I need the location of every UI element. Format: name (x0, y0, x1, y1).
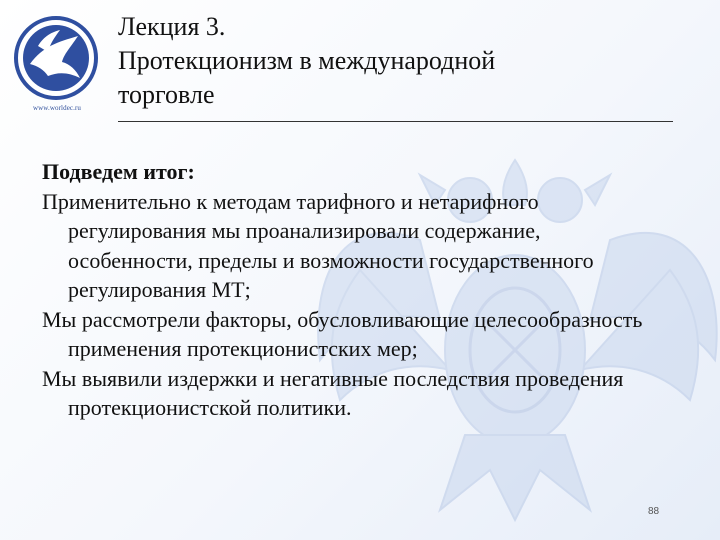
summary-paragraph-1: Применительно к методам тарифного и нетарифного регулирования мы проанализировали содержание, особенности, пределы и возможности государственного регулирования МТ; (42, 188, 594, 302)
title-line-3: торговле (118, 80, 215, 109)
summary-title: Подведем итог: (42, 159, 195, 184)
title-line-1: Лекция 3. (118, 12, 226, 41)
title-line-2: Протекционизм в международной (118, 46, 496, 75)
slide-body (42, 157, 662, 423)
slide-title (118, 10, 678, 112)
logo-url: www.worldec.ru (33, 104, 81, 112)
summary-paragraph-2: Мы рассмотрели факторы, обусловливающие целесообразность применения протекционистских мер; (42, 306, 643, 361)
summary-paragraph-3: Мы выявили издержки и негативные последствия проведения протекционистской политики. (42, 365, 624, 420)
page-number: 88 (648, 506, 660, 517)
title-divider (118, 121, 673, 122)
